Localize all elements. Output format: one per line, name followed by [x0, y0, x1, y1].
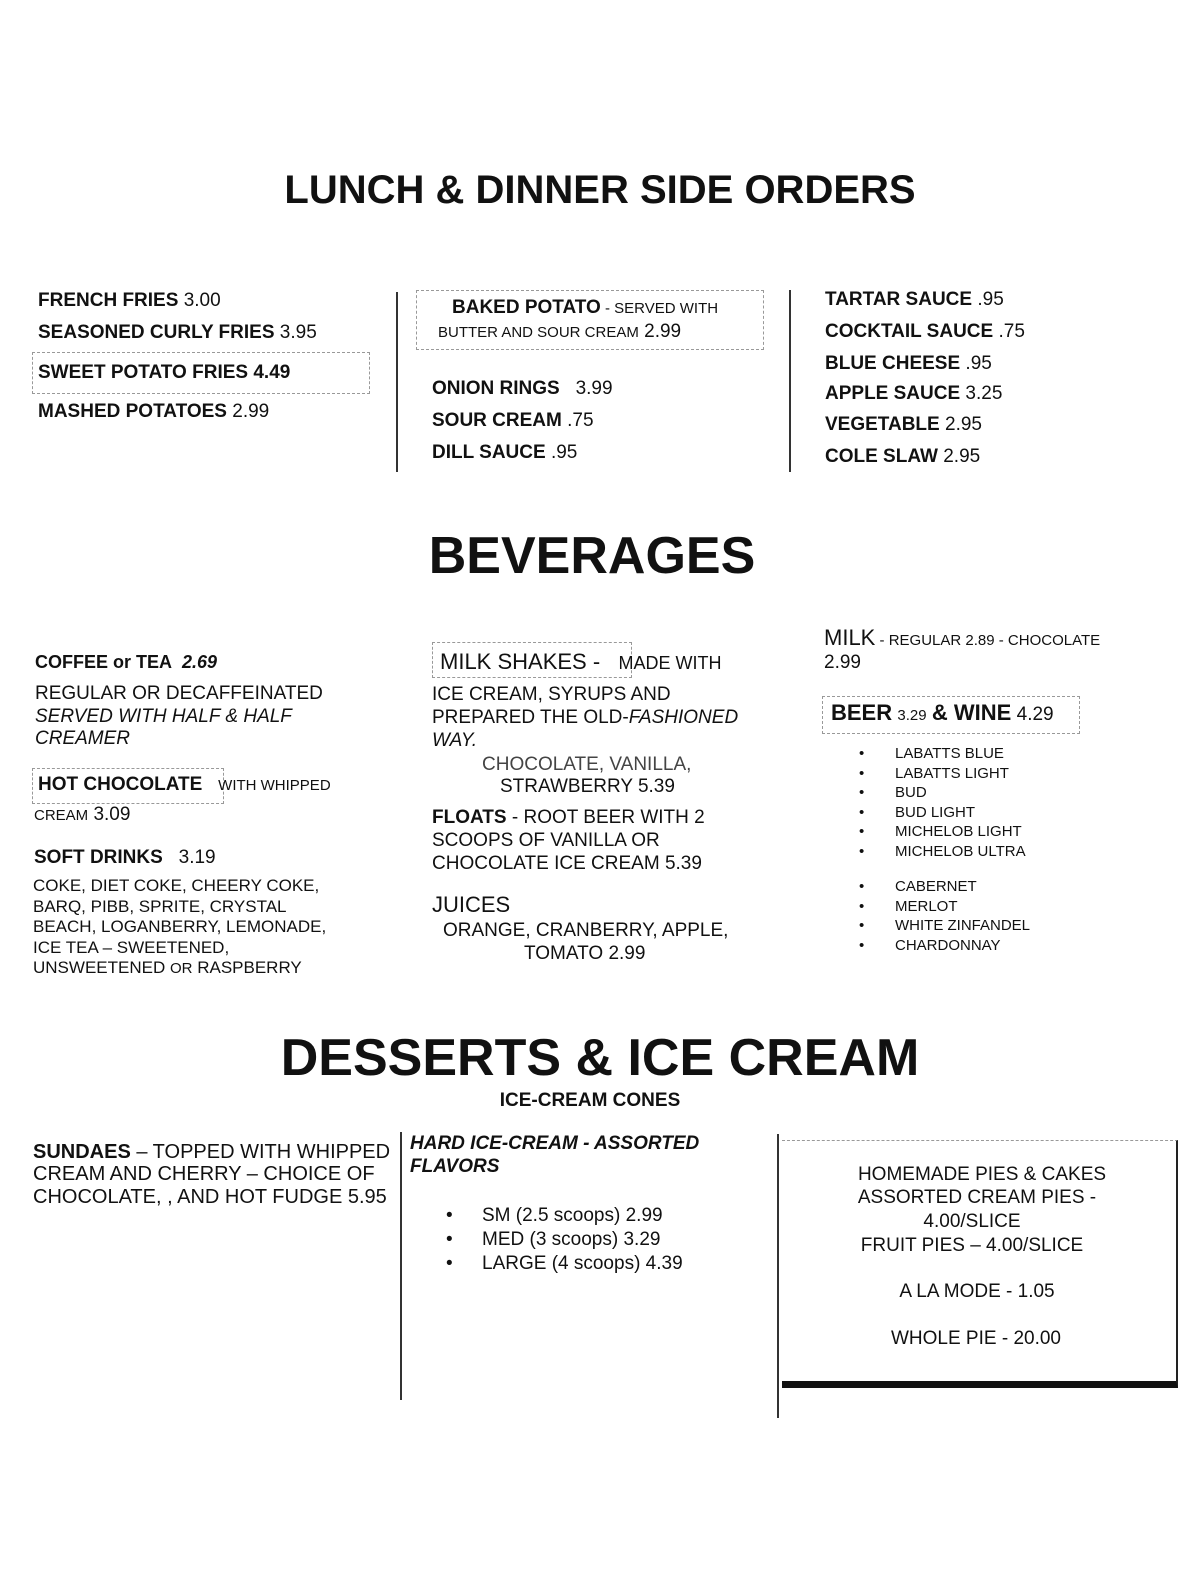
- side-item-curly-fries: SEASONED CURLY FRIES 3.95: [38, 322, 317, 343]
- beer-list: [859, 744, 1026, 861]
- side-item-tartar-sauce: TARTAR SAUCE .95: [825, 289, 1004, 310]
- column-divider: [789, 290, 791, 472]
- wine-list: [859, 877, 1030, 955]
- bev-beer-wine: BEER 3.29 & WINE 4.29: [831, 700, 1054, 725]
- bev-milk: MILK - REGULAR 2.89 - CHOCOLATE: [824, 625, 1101, 650]
- list-item: • MICHELOB LIGHT: [859, 822, 1026, 842]
- dessert-pies: HOMEMADE PIES & CAKES: [857, 1164, 1107, 1185]
- list-item: • MICHELOB ULTRA: [859, 842, 1026, 862]
- side-item-french-fries: FRENCH FRIES 3.00: [38, 290, 221, 311]
- side-item-baked-potato: BAKED POTATO - SERVED WITH: [452, 297, 719, 318]
- side-item-cole-slaw: COLE SLAW 2.95: [825, 446, 981, 467]
- list-item: • CABERNET: [859, 877, 1030, 897]
- side-item-cocktail-sauce: COCKTAIL SAUCE .75: [825, 321, 1025, 342]
- side-item-sour-cream: SOUR CREAM .75: [432, 410, 594, 431]
- side-item-apple-sauce: APPLE SAUCE 3.25: [825, 383, 1003, 404]
- bev-milk-shakes: MILK SHAKES - MADE WITH: [440, 649, 722, 674]
- bev-floats: FLOATS - ROOT BEER WITH 2: [432, 807, 705, 828]
- dessert-hard-ice-cream: HARD ICE-CREAM - ASSORTED: [410, 1133, 700, 1154]
- list-item: • BUD: [859, 783, 1026, 803]
- bev-juices: JUICES: [432, 892, 511, 917]
- side-item-sweet-potato-fries: SWEET POTATO FRIES 4.49: [38, 362, 291, 383]
- desserts-title: DESSERTS & ICE CREAM: [280, 1029, 920, 1087]
- list-item: • LABATTS BLUE: [859, 744, 1026, 764]
- bev-hot-chocolate: HOT CHOCOLATE WITH WHIPPED: [38, 774, 331, 795]
- column-divider: [400, 1132, 402, 1400]
- dessert-sundaes: SUNDAES – TOPPED WITH WHIPPED: [33, 1141, 391, 1163]
- bev-soft-drinks: SOFT DRINKS 3.19: [34, 847, 216, 868]
- list-item: • MERLOT: [859, 897, 1030, 917]
- list-item: • CHARDONNAY: [859, 936, 1030, 956]
- list-item: • WHITE ZINFANDEL: [859, 916, 1030, 936]
- bev-coffee-tea: COFFEE or TEA 2.69: [35, 652, 218, 672]
- side-item-dill-sauce: DILL SAUCE .95: [432, 442, 578, 463]
- desserts-subtitle: ICE-CREAM CONES: [499, 1090, 681, 1111]
- list-item: • BUD LIGHT: [859, 803, 1026, 823]
- beverages-title: BEVERAGES: [428, 527, 756, 585]
- column-divider: [396, 292, 398, 472]
- list-item: • SM (2.5 scoops) 2.99: [446, 1204, 683, 1228]
- ice-cream-sizes: [446, 1204, 683, 1276]
- side-item-vegetable: VEGETABLE 2.95: [825, 414, 982, 435]
- list-item: • LABATTS LIGHT: [859, 764, 1026, 784]
- side-item-blue-cheese: BLUE CHEESE .95: [825, 353, 992, 374]
- side-item-onion-rings: ONION RINGS 3.99: [432, 378, 613, 399]
- column-divider: [777, 1134, 779, 1418]
- list-item: • LARGE (4 scoops) 4.39: [446, 1252, 683, 1276]
- list-item: • MED (3 scoops) 3.29: [446, 1228, 683, 1252]
- side-orders-title: LUNCH & DINNER SIDE ORDERS: [284, 168, 916, 212]
- side-item-mashed-potatoes: MASHED POTATOES 2.99: [38, 401, 270, 422]
